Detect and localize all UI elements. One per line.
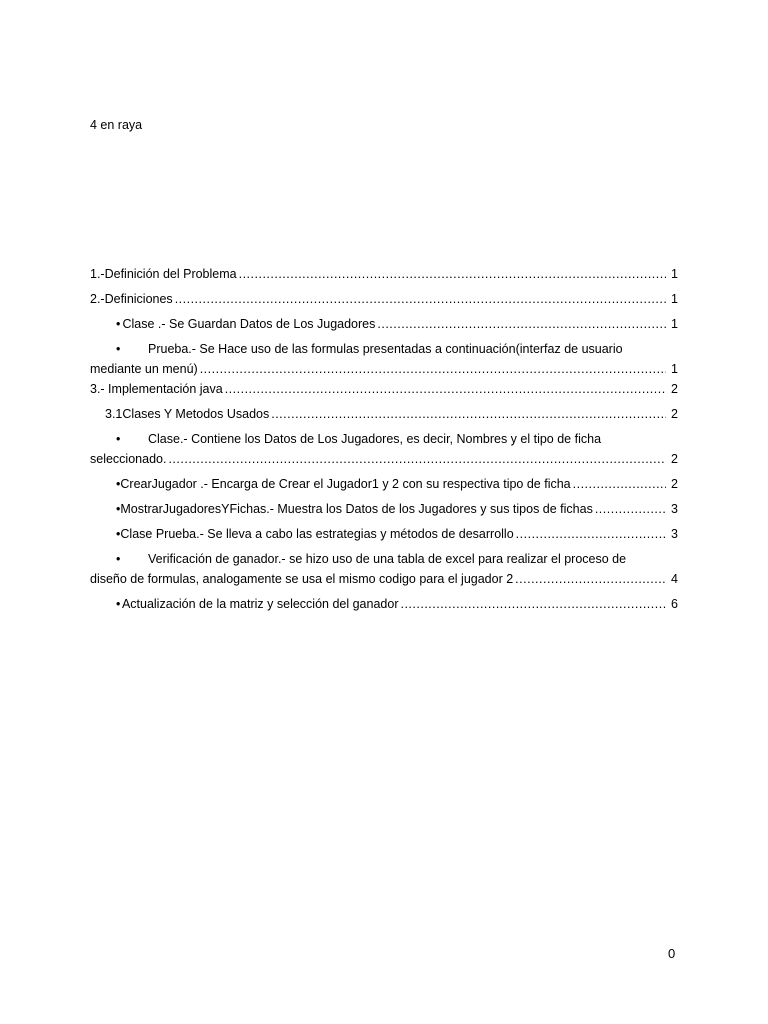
- toc-entry-text-line2: mediante un menú): [90, 362, 198, 376]
- toc-entry-text: CrearJugador .- Encarga de Crear el Jugador1 y 2 con su respectiva tipo de ficha: [120, 477, 571, 491]
- bullet-icon: •: [116, 432, 121, 446]
- toc-page-number: 2: [671, 452, 678, 466]
- toc-entry-definicion-problema[interactable]: [90, 264, 678, 284]
- toc-page-number: 2: [671, 477, 678, 491]
- toc-entry-text: 1.-Definición del Problema: [90, 267, 237, 281]
- toc-entry-text: MostrarJugadoresYFichas.- Muestra los Datos de los Jugadores y sus tipos de fichas: [120, 502, 593, 516]
- toc-leader-dots: [239, 264, 666, 284]
- toc-leader-dots: [595, 499, 666, 519]
- toc-leader-dots: [400, 594, 666, 614]
- toc-section-number: 3.1: [105, 407, 123, 421]
- toc-entry-text: Clase Prueba.- Se lleva a cabo las estrategias y métodos de desarrollo: [120, 527, 514, 541]
- toc-entry-text: 2.-Definiciones: [90, 292, 173, 306]
- toc-entry-text-line1: Prueba.- Se Hace uso de las formulas presentadas a continuación(interfaz de usuario: [148, 342, 623, 356]
- bullet-icon: •: [116, 502, 121, 516]
- toc-page-number: 3: [671, 527, 678, 541]
- table-of-contents: [90, 264, 678, 614]
- document-title: 4 en raya: [90, 118, 143, 132]
- toc-entry-clase-datos[interactable]: [90, 314, 678, 334]
- toc-page-number: 1: [671, 317, 678, 331]
- page-number: 0: [668, 946, 676, 961]
- toc-entry-text: 3.- Implementación java: [90, 382, 223, 396]
- toc-page-number: 4: [671, 572, 678, 586]
- toc-page-number: 2: [671, 382, 678, 396]
- toc-entry-text-line1: Verificación de ganador.- se hizo uso de una tabla de excel para realizar el proceso de: [148, 552, 627, 566]
- toc-entry-clase-contiene[interactable]: [90, 429, 678, 469]
- toc-leader-dots: [200, 359, 666, 379]
- toc-entry-text-line2: diseño de formulas, analogamente se usa el mismo codigo para el jugador 2: [90, 572, 514, 586]
- bullet-icon: •: [116, 597, 121, 611]
- toc-entry-text: Clases Y Metodos Usados: [122, 407, 270, 421]
- toc-entry-prueba-formulas[interactable]: [90, 339, 678, 379]
- toc-entry-text: Actualización de la matriz y selección del ganador: [121, 597, 399, 611]
- toc-entry-text: Clase .- Se Guardan Datos de Los Jugadores: [122, 317, 376, 331]
- toc-page-number: 2: [671, 407, 678, 421]
- bullet-icon: •: [116, 527, 121, 541]
- toc-leader-dots: [515, 569, 666, 589]
- toc-page-number: 6: [671, 597, 678, 611]
- toc-entry-implementacion-java[interactable]: [90, 379, 678, 399]
- toc-entry-definiciones[interactable]: [90, 289, 678, 309]
- toc-page-number: 1: [671, 292, 678, 306]
- toc-entry-mostrar-jugadores[interactable]: [90, 499, 678, 519]
- bullet-icon: •: [116, 342, 121, 356]
- toc-leader-dots: [377, 314, 666, 334]
- bullet-icon: •: [116, 317, 121, 331]
- bullet-icon: •: [116, 552, 121, 566]
- toc-entry-text-line1: Clase.- Contiene los Datos de Los Jugadores, es decir, Nombres y el tipo de ficha: [148, 432, 602, 446]
- bullet-icon: •: [116, 477, 121, 491]
- toc-entry-actualizacion-matriz[interactable]: [90, 594, 678, 614]
- toc-leader-dots: [225, 379, 666, 399]
- toc-page-number: 1: [671, 362, 678, 376]
- toc-entry-verificacion-ganador[interactable]: [90, 549, 678, 589]
- toc-leader-dots: [516, 524, 666, 544]
- toc-page-number: 3: [671, 502, 678, 516]
- toc-entry-crear-jugador[interactable]: [90, 474, 678, 494]
- toc-leader-dots: [168, 449, 666, 469]
- toc-page-number: 1: [671, 267, 678, 281]
- toc-leader-dots: [573, 474, 666, 494]
- toc-entry-clases-metodos[interactable]: [90, 404, 678, 424]
- toc-leader-dots: [271, 404, 666, 424]
- toc-entry-text-line2: seleccionado.: [90, 452, 167, 466]
- toc-entry-clase-prueba[interactable]: [90, 524, 678, 544]
- toc-leader-dots: [175, 289, 666, 309]
